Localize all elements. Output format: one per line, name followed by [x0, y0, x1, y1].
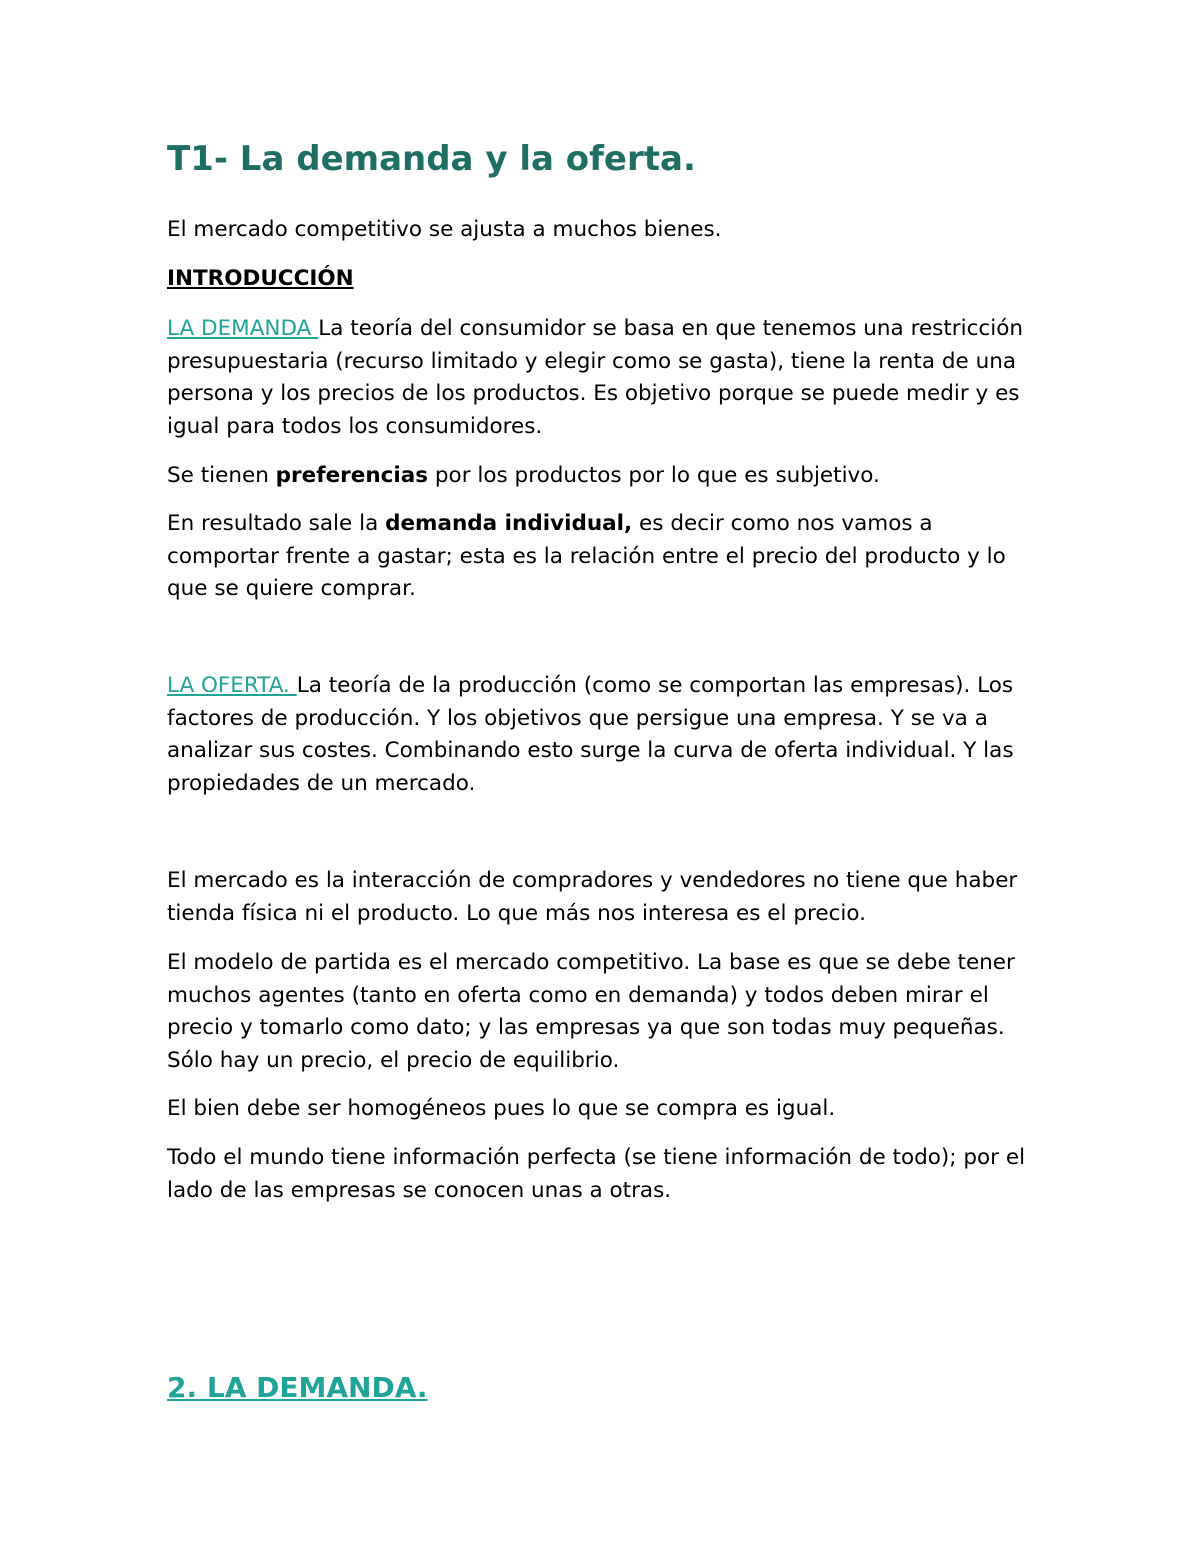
- modelo-paragraph: El modelo de partida es el mercado competitivo. La base es que se debe tener muchos agentes (tanto en oferta como en demanda) y todos deben mirar el precio y tomarlo como dato; y las empresas ya que son todas muy pequeñas. Sólo hay un precio, el precio de equilibrio.: [167, 950, 1015, 1073]
- resultado-before: En resultado sale la: [167, 511, 386, 536]
- document-title: T1- La demanda y la oferta.: [167, 139, 696, 179]
- mercado-paragraph: El mercado es la interacción de compradores y vendedores no tiene que haber tienda física ni el producto. Lo que más nos interesa es el precio.: [167, 868, 1018, 926]
- preferencias-bold: preferencias: [275, 463, 429, 488]
- section-heading-demanda[interactable]: 2. LA DEMANDA.: [167, 1371, 428, 1404]
- demanda-link[interactable]: LA DEMANDA: [167, 316, 319, 341]
- oferta-paragraph: [167, 670, 1047, 800]
- preferencias-after: por los productos por lo que es subjetivo.: [428, 463, 880, 488]
- oferta-text: La teoría de la producción (como se comportan las empresas). Los factores de producción. Y los objetivos que persigue una empresa. Y se va a analizar sus costes. Combinando esto surge la curva de oferta individual. Y las propiedades de un mercado.: [167, 673, 1014, 796]
- resultado-after: es decir como nos vamos a comportar frente a gastar; esta es la relación entre el precio del producto y lo que se quiere comprar.: [167, 511, 1006, 602]
- preferencias-paragraph: [167, 460, 1047, 493]
- intro-heading: INTRODUCCIÓN: [167, 266, 354, 291]
- intro-sentence: El mercado competitivo se ajusta a muchos bienes.: [167, 217, 722, 242]
- oferta-link[interactable]: LA OFERTA.: [167, 673, 297, 698]
- preferencias-before: Se tienen: [167, 463, 276, 488]
- informacion-paragraph: Todo el mundo tiene información perfecta (se tiene información de todo); por el lado de las empresas se conocen unas a otras.: [167, 1145, 1026, 1203]
- demanda-paragraph: [167, 313, 1047, 443]
- bien-paragraph: El bien debe ser homogéneos pues lo que se compra es igual.: [167, 1096, 836, 1121]
- demanda-text: La teoría del consumidor se basa en que tenemos una restricción presupuestaria (recurso limitado y elegir como se gasta), tiene la renta de una persona y los precios de los productos. Es objetivo porque se puede medir y es igual para todos los consumidores.: [167, 316, 1024, 439]
- resultado-paragraph: [167, 508, 1047, 606]
- resultado-bold: demanda individual,: [385, 511, 633, 536]
